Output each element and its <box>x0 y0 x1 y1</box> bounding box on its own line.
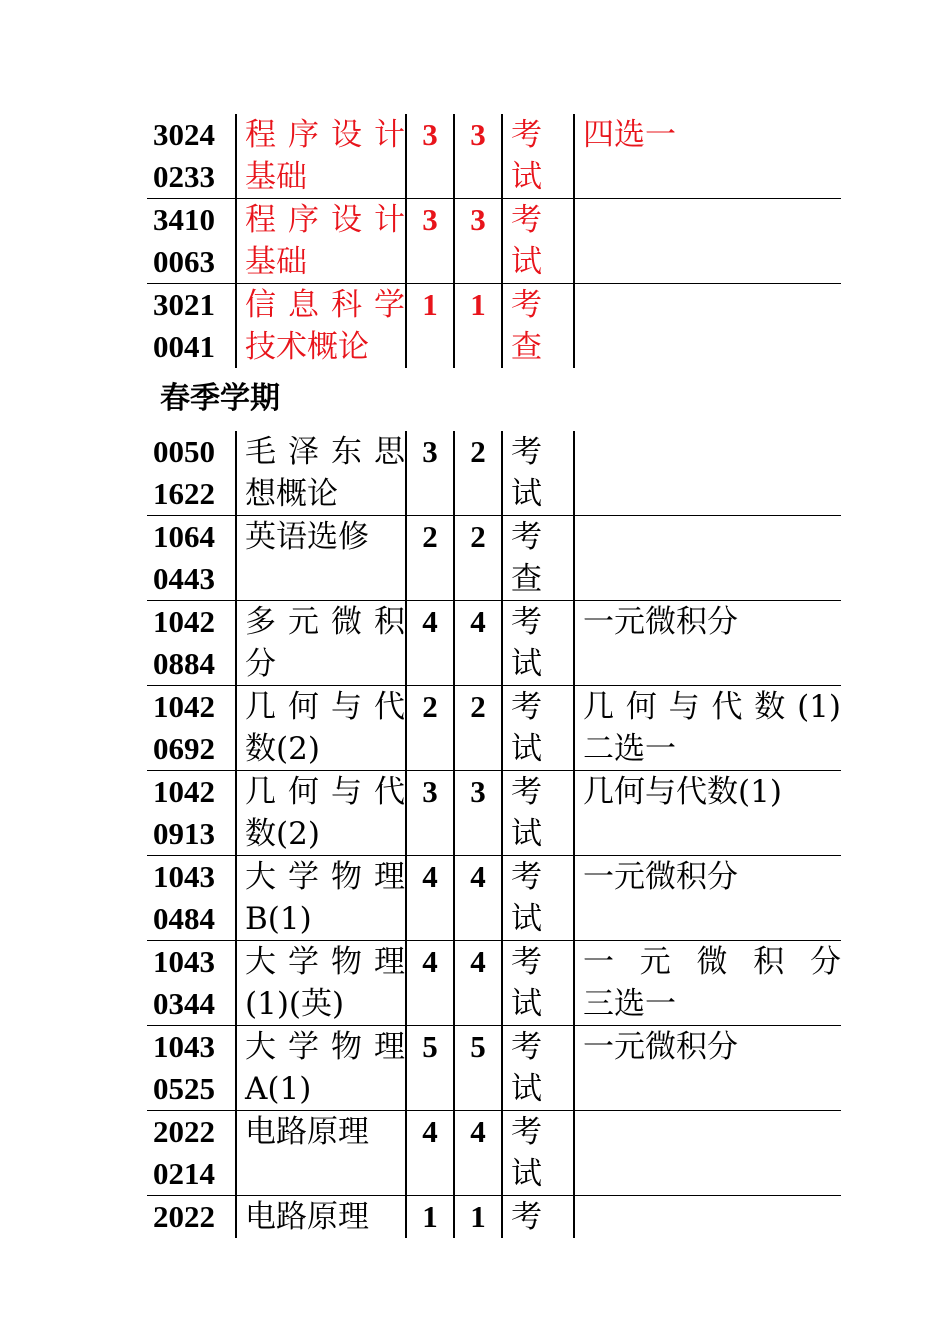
course-code <box>147 686 236 771</box>
course-name-line: 大学物理 <box>245 1029 405 1065</box>
section-title-spring: 春季学期 <box>160 381 280 416</box>
prerequisite-note <box>574 686 841 771</box>
course-code-line: 1042 <box>153 689 215 724</box>
assessment-type-line: 考 <box>511 434 542 470</box>
credit-hours: 1 <box>406 1196 454 1239</box>
course-code <box>147 199 236 284</box>
course-code-line: 0692 <box>153 731 215 766</box>
course-code <box>147 771 236 856</box>
table-row <box>147 516 841 601</box>
course-code <box>147 431 236 516</box>
course-code-line: 0063 <box>153 244 215 279</box>
course-code <box>147 114 236 199</box>
assessment-type-line: 考 <box>511 774 542 810</box>
course-name-line: 分 <box>245 646 276 682</box>
prerequisite-note <box>574 856 841 941</box>
credits: 4 <box>454 601 502 686</box>
course-code-line: 1043 <box>153 1029 215 1064</box>
prerequisite-note <box>574 114 841 199</box>
course-name <box>236 1196 406 1239</box>
course-name <box>236 516 406 601</box>
table-row <box>147 601 841 686</box>
prerequisite-note <box>574 516 841 601</box>
course-code-line: 0525 <box>153 1071 215 1106</box>
course-name-line: (1)(英) <box>245 986 345 1022</box>
assessment-type-line: 试 <box>511 646 542 682</box>
credits: 4 <box>454 941 502 1026</box>
assessment-type-line: 考 <box>511 1029 542 1065</box>
course-name <box>236 1026 406 1111</box>
prerequisite-note <box>574 601 841 686</box>
credit-hours: 2 <box>406 516 454 601</box>
credits: 4 <box>454 856 502 941</box>
credits: 2 <box>454 516 502 601</box>
course-name-line: 大学物理 <box>245 859 405 895</box>
assessment-type-line: 考 <box>511 202 542 238</box>
course-name-line: 毛泽东思 <box>245 434 405 470</box>
assessment-type-line: 试 <box>511 901 542 937</box>
course-code <box>147 1026 236 1111</box>
prerequisite-note-line: 一元微积分 <box>583 944 841 980</box>
course-code-line: 1622 <box>153 476 215 511</box>
assessment-type <box>502 856 574 941</box>
course-name-line: 信息科学 <box>245 287 405 323</box>
table-row <box>147 856 841 941</box>
credits: 2 <box>454 431 502 516</box>
table-row <box>147 941 841 1026</box>
prerequisite-note <box>574 771 841 856</box>
table-row <box>147 284 841 369</box>
course-code <box>147 1111 236 1196</box>
course-name-line: 几何与代 <box>245 774 405 810</box>
prerequisite-note-line: 四选一 <box>583 117 676 153</box>
assessment-type <box>502 516 574 601</box>
credit-hours: 4 <box>406 856 454 941</box>
credits: 2 <box>454 686 502 771</box>
course-name-line: 技术概论 <box>245 329 369 365</box>
assessment-type-line: 考 <box>511 1199 542 1235</box>
course-code <box>147 941 236 1026</box>
course-name-line: 数(2) <box>245 731 320 767</box>
credit-hours: 3 <box>406 431 454 516</box>
credit-hours: 4 <box>406 601 454 686</box>
course-name-line: A(1) <box>245 1071 312 1107</box>
course-code-line: 3024 <box>153 117 215 152</box>
course-name-line: 数(2) <box>245 816 320 852</box>
course-code-line: 0913 <box>153 816 215 851</box>
course-code-line: 1043 <box>153 944 215 979</box>
course-name <box>236 771 406 856</box>
table-row <box>147 771 841 856</box>
assessment-type <box>502 1111 574 1196</box>
course-name-line: 几何与代 <box>245 689 405 725</box>
prerequisite-note <box>574 199 841 284</box>
course-code-line: 0884 <box>153 646 215 681</box>
course-name-line: 程序设计 <box>245 117 405 153</box>
prerequisite-note <box>574 941 841 1026</box>
assessment-type <box>502 1026 574 1111</box>
course-name <box>236 284 406 369</box>
prerequisite-note-line: 几何与代数(1) <box>583 689 841 725</box>
prerequisite-note <box>574 284 841 369</box>
credit-hours: 4 <box>406 941 454 1026</box>
course-code-line: 1064 <box>153 519 215 554</box>
credit-hours: 3 <box>406 771 454 856</box>
table-row <box>147 1111 841 1196</box>
prerequisite-note <box>574 1196 841 1239</box>
table-row <box>147 1026 841 1111</box>
assessment-type-line: 考 <box>511 287 542 323</box>
assessment-type-line: 试 <box>511 244 542 280</box>
course-code-line: 0443 <box>153 561 215 596</box>
course-code-line: 2022 <box>153 1199 215 1234</box>
course-table-spring <box>147 431 841 1238</box>
credits: 3 <box>454 771 502 856</box>
credit-hours: 5 <box>406 1026 454 1111</box>
course-code-line: 0233 <box>153 159 215 194</box>
course-table-fall-body <box>147 114 841 368</box>
prerequisite-note-line: 一元微积分 <box>583 604 738 640</box>
course-name <box>236 114 406 199</box>
course-code-line: 1042 <box>153 774 215 809</box>
prerequisite-note-line: 二选一 <box>583 731 676 767</box>
assessment-type-line: 试 <box>511 159 542 195</box>
table-row <box>147 1196 841 1239</box>
assessment-type <box>502 686 574 771</box>
prerequisite-note-line: 几何与代数(1) <box>583 774 782 810</box>
assessment-type-line: 试 <box>511 476 542 512</box>
assessment-type-line: 查 <box>511 329 542 365</box>
prerequisite-note <box>574 1111 841 1196</box>
credits: 3 <box>454 199 502 284</box>
assessment-type-line: 考 <box>511 1114 542 1150</box>
assessment-type <box>502 431 574 516</box>
course-code-line: 3410 <box>153 202 215 237</box>
course-code-line: 0050 <box>153 434 215 469</box>
course-name-line: 英语选修 <box>245 519 369 555</box>
course-name <box>236 601 406 686</box>
course-name-line: 电路原理 <box>245 1114 369 1150</box>
credits: 1 <box>454 284 502 369</box>
assessment-type <box>502 601 574 686</box>
course-name-line: 基础 <box>245 244 307 280</box>
credit-hours: 2 <box>406 686 454 771</box>
course-name-line: 多元微积 <box>245 604 405 640</box>
course-name-line: B(1) <box>245 901 312 937</box>
course-code-line: 0484 <box>153 901 215 936</box>
course-name <box>236 941 406 1026</box>
course-table-spring-body <box>147 431 841 1238</box>
table-row <box>147 199 841 284</box>
course-table-fall <box>147 114 841 368</box>
course-code-line: 0214 <box>153 1156 215 1191</box>
course-name-line: 基础 <box>245 159 307 195</box>
course-name-line: 电路原理 <box>245 1199 369 1235</box>
course-name <box>236 1111 406 1196</box>
credit-hours: 4 <box>406 1111 454 1196</box>
assessment-type-line: 考 <box>511 519 542 555</box>
table-row <box>147 431 841 516</box>
course-code-line: 2022 <box>153 1114 215 1149</box>
credits: 5 <box>454 1026 502 1111</box>
prerequisite-note <box>574 1026 841 1111</box>
course-name <box>236 856 406 941</box>
prerequisite-note-line: 一元微积分 <box>583 859 738 895</box>
credit-hours: 3 <box>406 199 454 284</box>
assessment-type-line: 试 <box>511 986 542 1022</box>
course-code-line: 0041 <box>153 329 215 364</box>
assessment-type-line: 考 <box>511 689 542 725</box>
credits: 3 <box>454 114 502 199</box>
course-code-line: 1043 <box>153 859 215 894</box>
prerequisite-note-line: 三选一 <box>583 986 676 1022</box>
credits: 1 <box>454 1196 502 1239</box>
course-code-line: 3021 <box>153 287 215 322</box>
assessment-type-line: 试 <box>511 1156 542 1192</box>
assessment-type <box>502 771 574 856</box>
course-code-line: 1042 <box>153 604 215 639</box>
credits: 4 <box>454 1111 502 1196</box>
assessment-type <box>502 284 574 369</box>
credit-hours: 3 <box>406 114 454 199</box>
course-code <box>147 516 236 601</box>
course-name <box>236 199 406 284</box>
assessment-type-line: 考 <box>511 117 542 153</box>
assessment-type-line: 试 <box>511 731 542 767</box>
prerequisite-note <box>574 431 841 516</box>
assessment-type <box>502 199 574 284</box>
course-name-line: 程序设计 <box>245 202 405 238</box>
course-code <box>147 284 236 369</box>
assessment-type-line: 试 <box>511 816 542 852</box>
course-name <box>236 431 406 516</box>
table-row <box>147 686 841 771</box>
assessment-type <box>502 1196 574 1239</box>
course-code-line: 0344 <box>153 986 215 1021</box>
course-name-line: 想概论 <box>245 476 338 512</box>
table-row <box>147 114 841 199</box>
assessment-type-line: 考 <box>511 604 542 640</box>
assessment-type <box>502 941 574 1026</box>
assessment-type-line: 试 <box>511 1071 542 1107</box>
course-name <box>236 686 406 771</box>
course-code <box>147 1196 236 1239</box>
course-code <box>147 601 236 686</box>
assessment-type <box>502 114 574 199</box>
course-name-line: 大学物理 <box>245 944 405 980</box>
prerequisite-note-line: 一元微积分 <box>583 1029 738 1065</box>
assessment-type-line: 考 <box>511 944 542 980</box>
credit-hours: 1 <box>406 284 454 369</box>
course-code <box>147 856 236 941</box>
assessment-type-line: 考 <box>511 859 542 895</box>
assessment-type-line: 查 <box>511 561 542 597</box>
